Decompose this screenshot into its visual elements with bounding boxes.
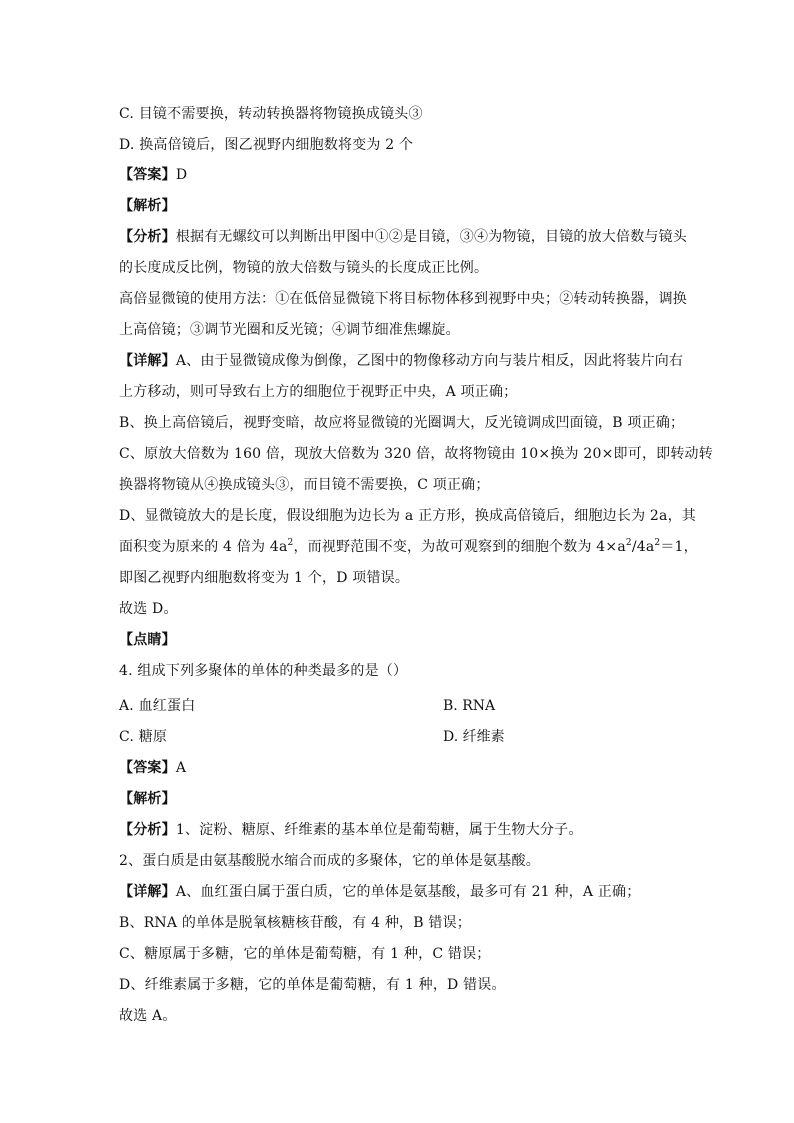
answer-tag: 【答案】	[119, 760, 176, 776]
fenxi-tag: 【分析】	[119, 822, 176, 838]
q3-detail-c-line-1: C、原放大倍数为 160 倍，现放大倍数为 320 倍，故将物镜由 10×换为 20×即可，即转动转	[119, 446, 713, 462]
detail-text: A、由于显微镜成像为倒像，乙图中的物像移动方向与装片相反，因此将装片向右	[175, 353, 684, 369]
text-segment: /4a	[631, 539, 655, 555]
q4-option-d: D. 纤维素	[443, 729, 505, 745]
q3-answer	[119, 166, 187, 184]
q3-fenxi-line-1	[119, 228, 687, 246]
q3-fenxi-line-2: 的长度成反比例，物镜的放大倍数与镜头的长度成正比例。	[119, 260, 489, 276]
q4-answer	[119, 759, 186, 777]
q3-detail-d-line-1: D、显微镜放大的是长度，假设细胞为边长为 a 正方形，换成高倍镜后，细胞边长为 2a，其	[119, 508, 696, 524]
superscript: 2	[654, 538, 661, 548]
q4-detail-a	[119, 883, 640, 901]
q3-option-d: D. 换高倍镜后，图乙视野内细胞数将变为 2 个	[119, 137, 414, 153]
q3-detail-a-line-2: 上方移动，则可导致右上方的细胞位于视野正中央，A 项正确；	[119, 384, 518, 400]
q4-option-b: B. RNA	[443, 698, 496, 714]
text-segment: 面积变为原来的 4 倍为 4a	[119, 539, 288, 555]
q3-detail-b: B、换上高倍镜后，视野变暗，故应将显微镜的光圈调大，反光镜调成凹面镜，B 项正确；	[119, 415, 685, 431]
detail-tag: 【详解】	[119, 884, 176, 900]
q3-dianjing-tag: 【点睛】	[119, 632, 176, 648]
q4-detail-d: D、纤维素属于多糖，它的单体是葡萄糖，有 1 种，D 错误。	[119, 977, 506, 993]
q4-fenxi-line-1	[119, 821, 583, 839]
q4-conclusion: 故选 A。	[119, 1008, 177, 1024]
q3-conclusion: 故选 D。	[119, 601, 178, 617]
q3-detail-d-line-3: 即图乙视野内细胞数将变为 1 个，D 项错误。	[119, 570, 410, 586]
answer-value: A	[175, 760, 187, 776]
q4-fenxi-line-2: 2、蛋白质是由氨基酸脱水缩合而成的多聚体，它的单体是氨基酸。	[119, 853, 540, 869]
q3-analysis-tag: 【解析】	[119, 198, 176, 214]
fenxi-text: 1、淀粉、糖原、纤维素的基本单位是葡萄糖，属于生物大分子。	[175, 822, 583, 838]
q4-detail-c: C、糖原属于多糖，它的单体是葡萄糖，有 1 种，C 错误；	[119, 946, 491, 962]
q3-detail-c-line-2: 换器将物镜从④换成镜头③，而目镜不需要换，C 项正确；	[119, 477, 490, 493]
q4-stem: 4. 组成下列多聚体的单体的种类最多的是（）	[119, 663, 408, 679]
q4-option-c: C. 糖原	[119, 729, 168, 745]
answer-tag: 【答案】	[119, 167, 176, 183]
q4-analysis-tag: 【解析】	[119, 791, 176, 807]
q4-detail-b: B、RNA 的单体是脱氧核糖核苷酸，有 4 种，B 错误；	[119, 915, 471, 931]
text-segment: ，而视野范围不变，为故可观察到的细胞个数为 4×a	[293, 539, 626, 555]
q3-detail-d-line-2	[119, 538, 698, 556]
q4-option-a: A. 血红蛋白	[119, 698, 196, 714]
fenxi-tag: 【分析】	[119, 229, 176, 245]
detail-text: A、血红蛋白属于蛋白质，它的单体是氨基酸，最多可有 21 种，A 正确；	[175, 884, 641, 900]
superscript: 2	[287, 538, 294, 548]
q3-detail-a-line-1	[119, 352, 683, 370]
fenxi-text: 根据有无螺纹可以判断出甲图中①②是目镜，③④为物镜，目镜的放大倍数与镜头	[175, 229, 688, 245]
q3-option-c: C. 目镜不需要换，转动转换器将物镜换成镜头③	[119, 106, 423, 122]
detail-tag: 【详解】	[119, 353, 176, 369]
text-segment: ＝1，	[660, 539, 698, 555]
q3-method-line-1: 高倍显微镜的使用方法：①在低倍显微镜下将目标物体移到视野中央；②转动转换器，调换	[119, 291, 687, 307]
q3-method-line-2: 上高倍镜；③调节光圈和反光镜；④调节细准焦螺旋。	[119, 322, 460, 338]
answer-value: D	[175, 167, 188, 183]
superscript: 2	[625, 538, 632, 548]
